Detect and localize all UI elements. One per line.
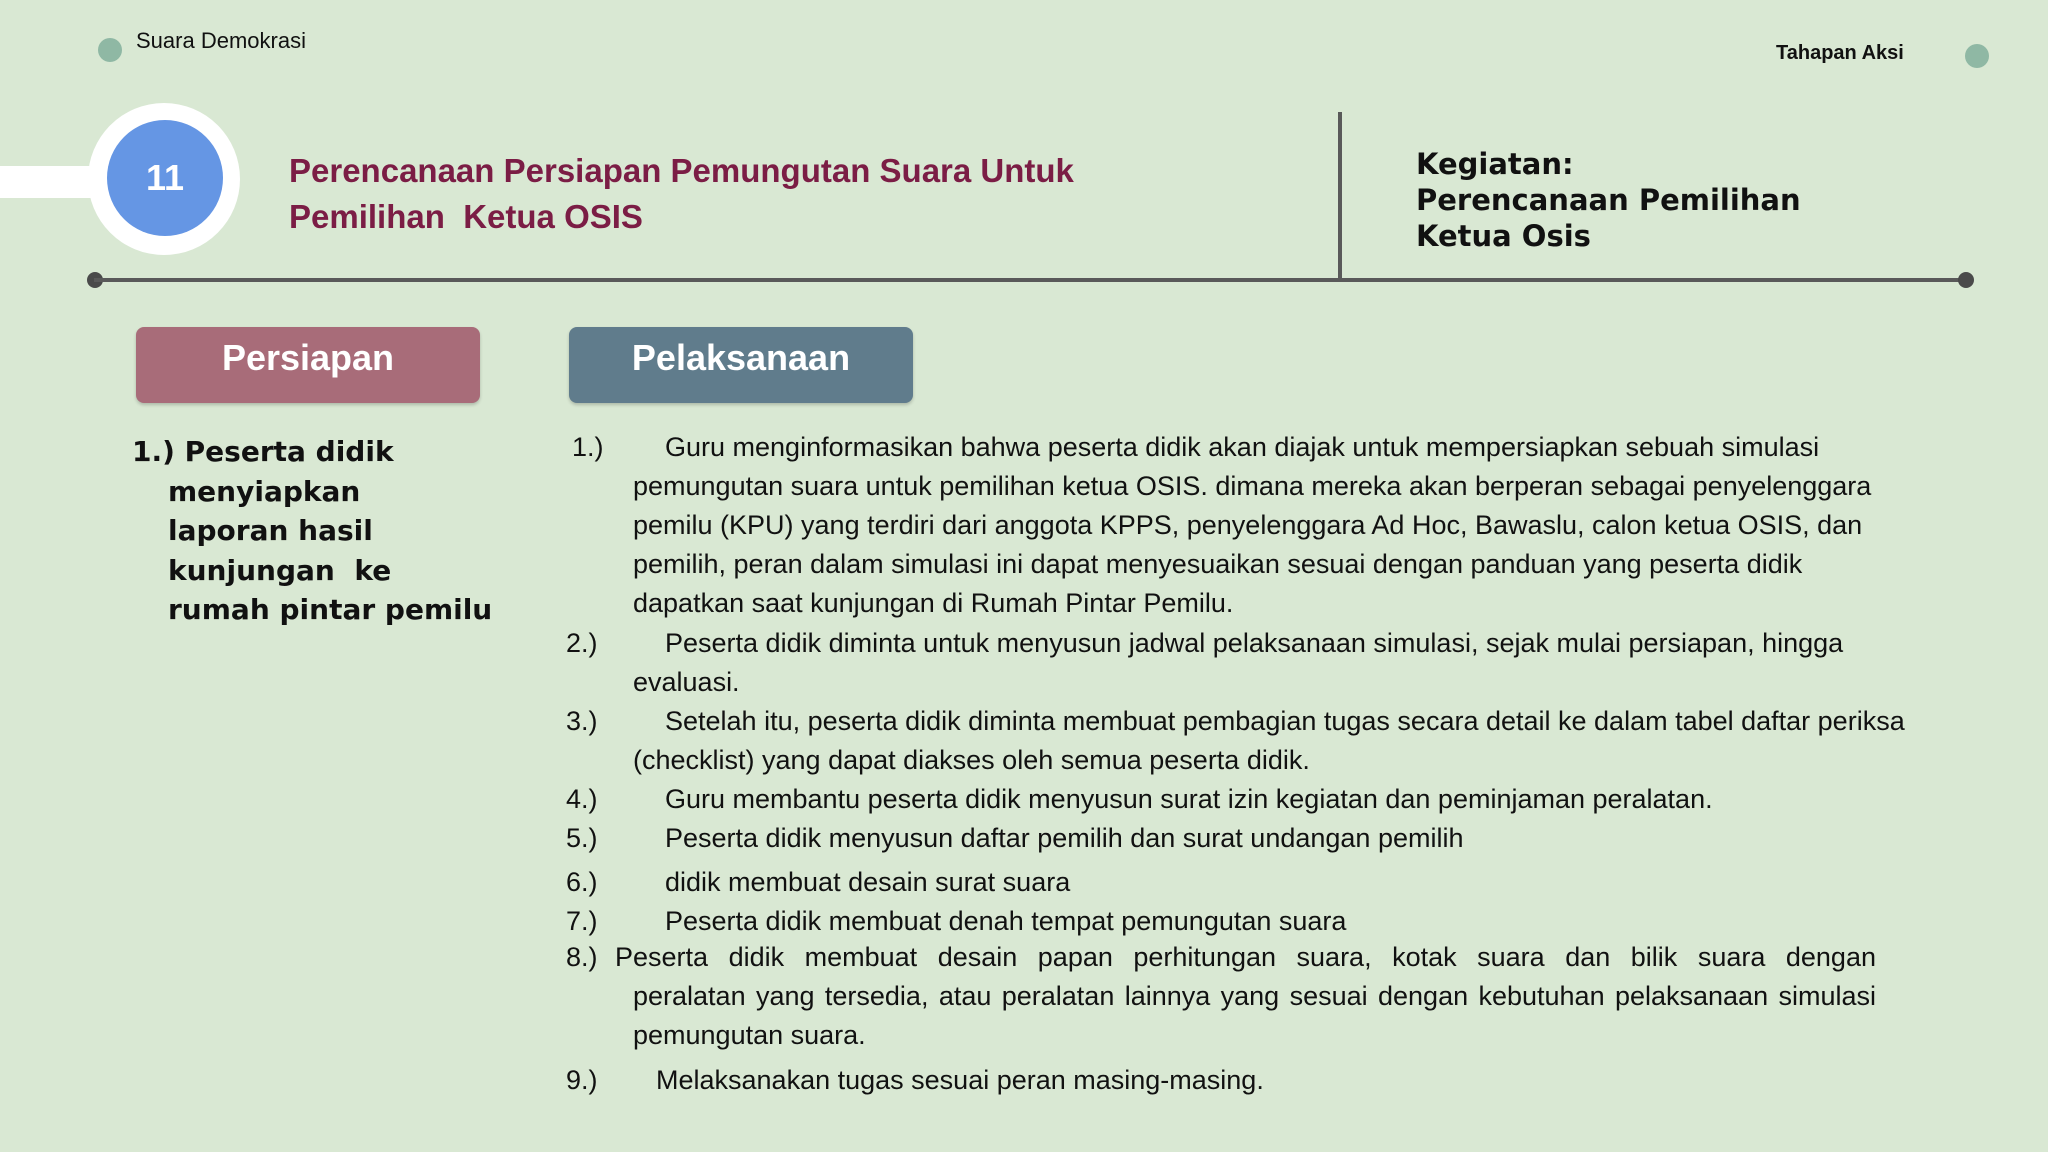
step-number: 1.) [572,432,604,462]
step-line: pemilih, peran dalam simulasi ini dapat menyesuaikan sesuai dengan panduan yang peserta didik [633,549,1803,579]
activity-block [1416,146,1801,254]
step-line: didik membuat desain surat suara [665,867,1071,897]
step-line: Melaksanakan tugas sesuai peran masing-masing. [656,1065,1264,1095]
pelaksanaan-step-8 [560,938,1980,1055]
title-line-2: Pemilihan Ketua OSIS [289,198,643,235]
section-dot [1965,44,1989,68]
step-line: pemungutan suara untuk pemilihan ketua OSIS. dimana mereka akan berperan sebagai penyelenggara [633,471,1872,501]
step-number: 5.) [566,823,598,853]
persiapan-list [132,432,512,630]
tab-pelaksanaan: Pelaksanaan [569,327,913,403]
persiapan-line: laporan hasil [168,514,373,547]
step-line: (checklist) yang dapat diakses oleh semua peserta didik. [633,745,1310,775]
step-line: Guru membantu peserta didik menyusun surat izin kegiatan dan peminjaman peralatan. [665,784,1713,814]
timeline-line [94,278,1968,282]
activity-line-1: Perencanaan Pemilihan [1416,183,1801,217]
step-line: Setelah itu, peserta didik diminta membuat pembagian tugas secara detail ke dalam tabel daftar periksa [665,706,1905,736]
section-label: Tahapan Aksi [1776,42,1904,64]
activity-line-2: Ketua Osis [1416,219,1591,253]
pelaksanaan-step-2 [560,624,1980,702]
step-line: Peserta didik membuat desain papan perhitungan suara, kotak suara dan bilik suara dengan [615,942,1876,972]
persiapan-line: menyiapkan [168,474,361,508]
pelaksanaan-step-7 [560,902,1980,941]
step-number: 8.) [566,942,598,972]
brand-dot [98,38,122,62]
step-line: pemungutan suara. [633,1020,866,1050]
step-line: dapatkan saat kunjungan di Rumah Pintar Pemilu. [633,588,1234,618]
persiapan-line: kunjungan ke [168,553,392,587]
pelaksanaan-step-4 [560,780,1980,819]
step-line: Peserta didik menyusun daftar pemilih dan surat undangan pemilih [665,823,1464,853]
step-number: 3.) [566,706,598,736]
pelaksanaan-step-3 [560,702,1980,780]
step-line: peralatan yang tersedia, atau peralatan lainnya yang sesuai dengan kebutuhan pelaksanaan simulasi [633,981,1876,1011]
persiapan-line: rumah pintar pemilu [168,593,493,626]
step-number: 7.) [566,906,598,936]
step-number: 9.) [566,1065,598,1095]
pelaksanaan-step-1 [560,428,1980,623]
step-number: 4.) [566,784,598,814]
pelaksanaan-step-5 [560,819,1980,858]
step-line: Guru menginformasikan bahwa peserta didik akan diajak untuk mempersiapkan sebuah simulasi [665,432,1820,462]
step-line: Peserta didik diminta untuk menyusun jadwal pelaksanaan simulasi, sejak mulai persiapan, hingga [665,628,1844,658]
brand-label: Suara Demokrasi [136,28,306,53]
title-line-1: Perencanaan Persiapan Pemungutan Suara Untuk [289,152,1074,189]
step-line: pemilu (KPU) yang terdiri dari anggota KPPS, penyelenggara Ad Hoc, Bawaslu, calon ketua OSIS, dan [633,510,1863,540]
slide-number-badge: 11 [107,120,223,236]
persiapan-line: 1.) Peserta didik [132,435,394,468]
timeline-end-cap [1958,272,1974,288]
vertical-divider [1338,112,1342,280]
step-number: 6.) [566,867,598,897]
step-line: Peserta didik membuat denah tempat pemungutan suara [665,906,1347,936]
pelaksanaan-step-6 [560,863,1980,902]
pelaksanaan-step-9 [560,1061,1980,1100]
step-number: 2.) [566,628,598,658]
activity-heading: Kegiatan: [1416,147,1574,181]
slide-title [289,148,1149,240]
step-line: evaluasi. [633,667,740,697]
tab-persiapan: Persiapan [136,327,480,403]
